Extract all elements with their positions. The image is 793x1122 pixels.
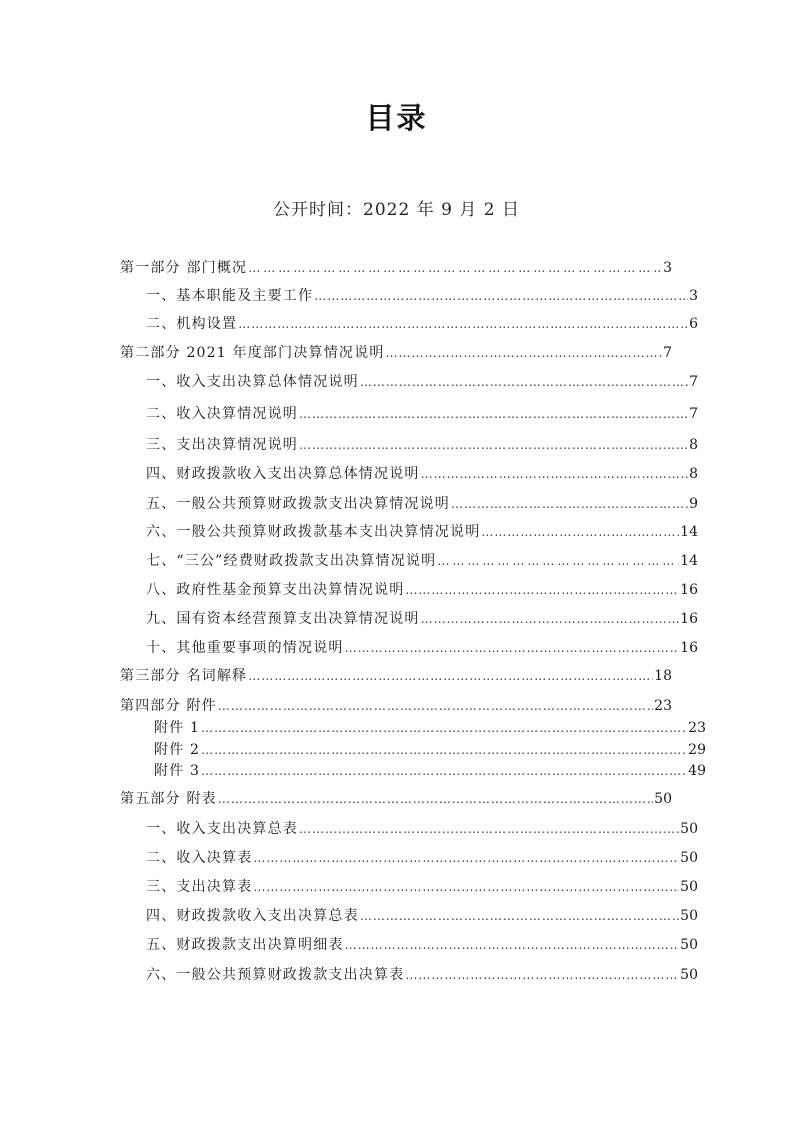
toc-leader [218, 788, 653, 810]
toc-entry-label: 附件 3 [154, 763, 201, 779]
toc-entry[interactable] [120, 934, 698, 956]
publish-date: 公开时间：2022 年 9 月 2 日 [273, 200, 520, 220]
toc-entry[interactable] [120, 521, 698, 543]
toc-entry-page: 50 [680, 908, 698, 924]
toc-entry-page: 16 [680, 582, 698, 598]
toc-entry[interactable] [120, 760, 706, 782]
toc-entry-label: 第四部分 附件 [120, 698, 217, 714]
toc-leader [421, 463, 688, 485]
toc-entry-page: 6 [689, 316, 698, 332]
toc-leader [405, 579, 679, 601]
toc-leader [299, 434, 688, 456]
toc-entry-page: 3 [663, 260, 672, 276]
toc-leader [201, 739, 687, 761]
toc-leader [201, 717, 687, 739]
toc-entry[interactable] [120, 847, 698, 869]
toc-entry[interactable] [120, 434, 698, 456]
toc-leader [299, 403, 688, 425]
toc-entry[interactable] [120, 371, 698, 393]
toc-leader [437, 550, 679, 572]
toc-entry-label: 八、政府性基金预算支出决算情况说明 [146, 582, 405, 598]
toc-entry-page: 49 [688, 763, 706, 779]
toc-entry-page: 16 [680, 611, 698, 627]
toc-entry[interactable] [120, 739, 706, 761]
toc-entry-label: 五、一般公共预算财政拨款支出决算情况说明 [146, 496, 450, 512]
toc-entry-label: 四、财政拨款收入支出决算总体情况说明 [146, 466, 420, 482]
toc-entry-label: 六、一般公共预算财政拨款基本支出决算情况说明 [146, 524, 481, 540]
toc-leader [238, 313, 688, 335]
toc-entry-part-3[interactable] [120, 665, 672, 687]
toc-entry-page: 7 [663, 345, 672, 361]
toc-entry-label: 十、其他重要事项的情况说明 [146, 640, 344, 656]
toc-entry-label: 第三部分 名词解释 [120, 668, 248, 684]
toc-entry-page: 50 [654, 791, 672, 807]
toc-entry[interactable] [120, 493, 698, 515]
toc-entry-label: 三、支出决算表 [146, 879, 253, 895]
toc-entry-label: 五、财政拨款支出决算明细表 [146, 937, 344, 953]
toc-leader [299, 818, 679, 840]
toc-entry-page: 50 [680, 879, 698, 895]
toc-entry-label: 九、国有资本经营预算支出决算情况说明 [146, 611, 420, 627]
toc-entry[interactable] [120, 717, 706, 739]
toc-entry[interactable] [120, 403, 698, 425]
toc-leader [345, 934, 680, 956]
toc-entry[interactable] [120, 905, 698, 927]
toc-leader [360, 371, 688, 393]
toc-leader [360, 905, 679, 927]
toc-entry-page: 14 [680, 553, 698, 569]
toc-entry-label: 一、收入支出决算总体情况说明 [146, 374, 359, 390]
toc-entry[interactable] [120, 876, 698, 898]
toc-entry-page: 50 [680, 850, 698, 866]
toc-entry-page: 29 [688, 742, 706, 758]
toc-entry-page: 50 [680, 821, 698, 837]
toc-entry-page: 50 [680, 937, 698, 953]
toc-leader [253, 876, 679, 898]
toc-entry[interactable] [120, 550, 698, 572]
toc-entry-label: 第一部分 部门概况 [120, 260, 248, 276]
toc-entry-label: 第二部分 2021 年度部门决算情况说明 [120, 345, 385, 361]
toc-entry-label: 一、基本职能及主要工作 [146, 288, 314, 304]
toc-leader [421, 608, 680, 630]
toc-entry-label: 四、财政拨款收入支出决算总表 [146, 908, 359, 924]
toc-leader [253, 847, 679, 869]
toc-entry-page: 7 [689, 406, 698, 422]
toc-entry[interactable] [120, 818, 698, 840]
toc-entry[interactable] [120, 285, 698, 307]
toc-entry-page: 23 [654, 698, 672, 714]
toc-entry-page: 18 [654, 668, 672, 684]
toc-entry-page: 8 [689, 466, 698, 482]
toc-leader [405, 964, 679, 986]
toc-entry-part-1[interactable] [120, 257, 672, 279]
toc-entry-label: 七、“三公”经费财政拨款支出决算情况说明 [146, 553, 437, 569]
toc-entry-page: 3 [689, 288, 698, 304]
toc-entry-page: 14 [680, 524, 698, 540]
toc-entry[interactable] [120, 579, 698, 601]
toc-entry[interactable] [120, 463, 698, 485]
toc-entry[interactable] [120, 964, 698, 986]
toc-entry-label: 一、收入支出决算总表 [146, 821, 298, 837]
toc-leader [248, 257, 662, 279]
toc-entry-page: 16 [680, 640, 698, 656]
toc-entry-part-4[interactable] [120, 695, 672, 717]
toc-leader [248, 665, 653, 687]
toc-leader [481, 521, 679, 543]
toc-entry-label: 二、收入决算情况说明 [146, 406, 298, 422]
toc-entry-label: 二、收入决算表 [146, 850, 253, 866]
toc-leader [386, 342, 663, 364]
toc-entry-part-5[interactable] [120, 788, 672, 810]
toc-leader [201, 760, 687, 782]
toc-entry-label: 附件 2 [154, 742, 201, 758]
toc-entry-page: 7 [689, 374, 698, 390]
toc-entry-page: 9 [689, 496, 698, 512]
toc-entry-page: 8 [689, 437, 698, 453]
toc-entry-label: 二、机构设置 [146, 316, 238, 332]
toc-entry-label: 第五部分 附表 [120, 791, 217, 807]
toc-entry-page: 23 [688, 720, 706, 736]
toc-entry-label: 六、一般公共预算财政拨款支出决算表 [146, 967, 405, 983]
toc-entry-label: 附件 1 [154, 720, 201, 736]
toc-entry[interactable] [120, 637, 698, 659]
page-title: 目录 [365, 101, 428, 135]
toc-entry-label: 三、支出决算情况说明 [146, 437, 298, 453]
toc-entry-page: 50 [680, 967, 698, 983]
toc-leader [314, 285, 688, 307]
toc-entry[interactable] [120, 608, 698, 630]
toc-leader [345, 637, 680, 659]
toc-entry-part-2[interactable] [120, 342, 672, 364]
toc-entry[interactable] [120, 313, 698, 335]
toc-leader [218, 695, 653, 717]
toc-leader [451, 493, 688, 515]
